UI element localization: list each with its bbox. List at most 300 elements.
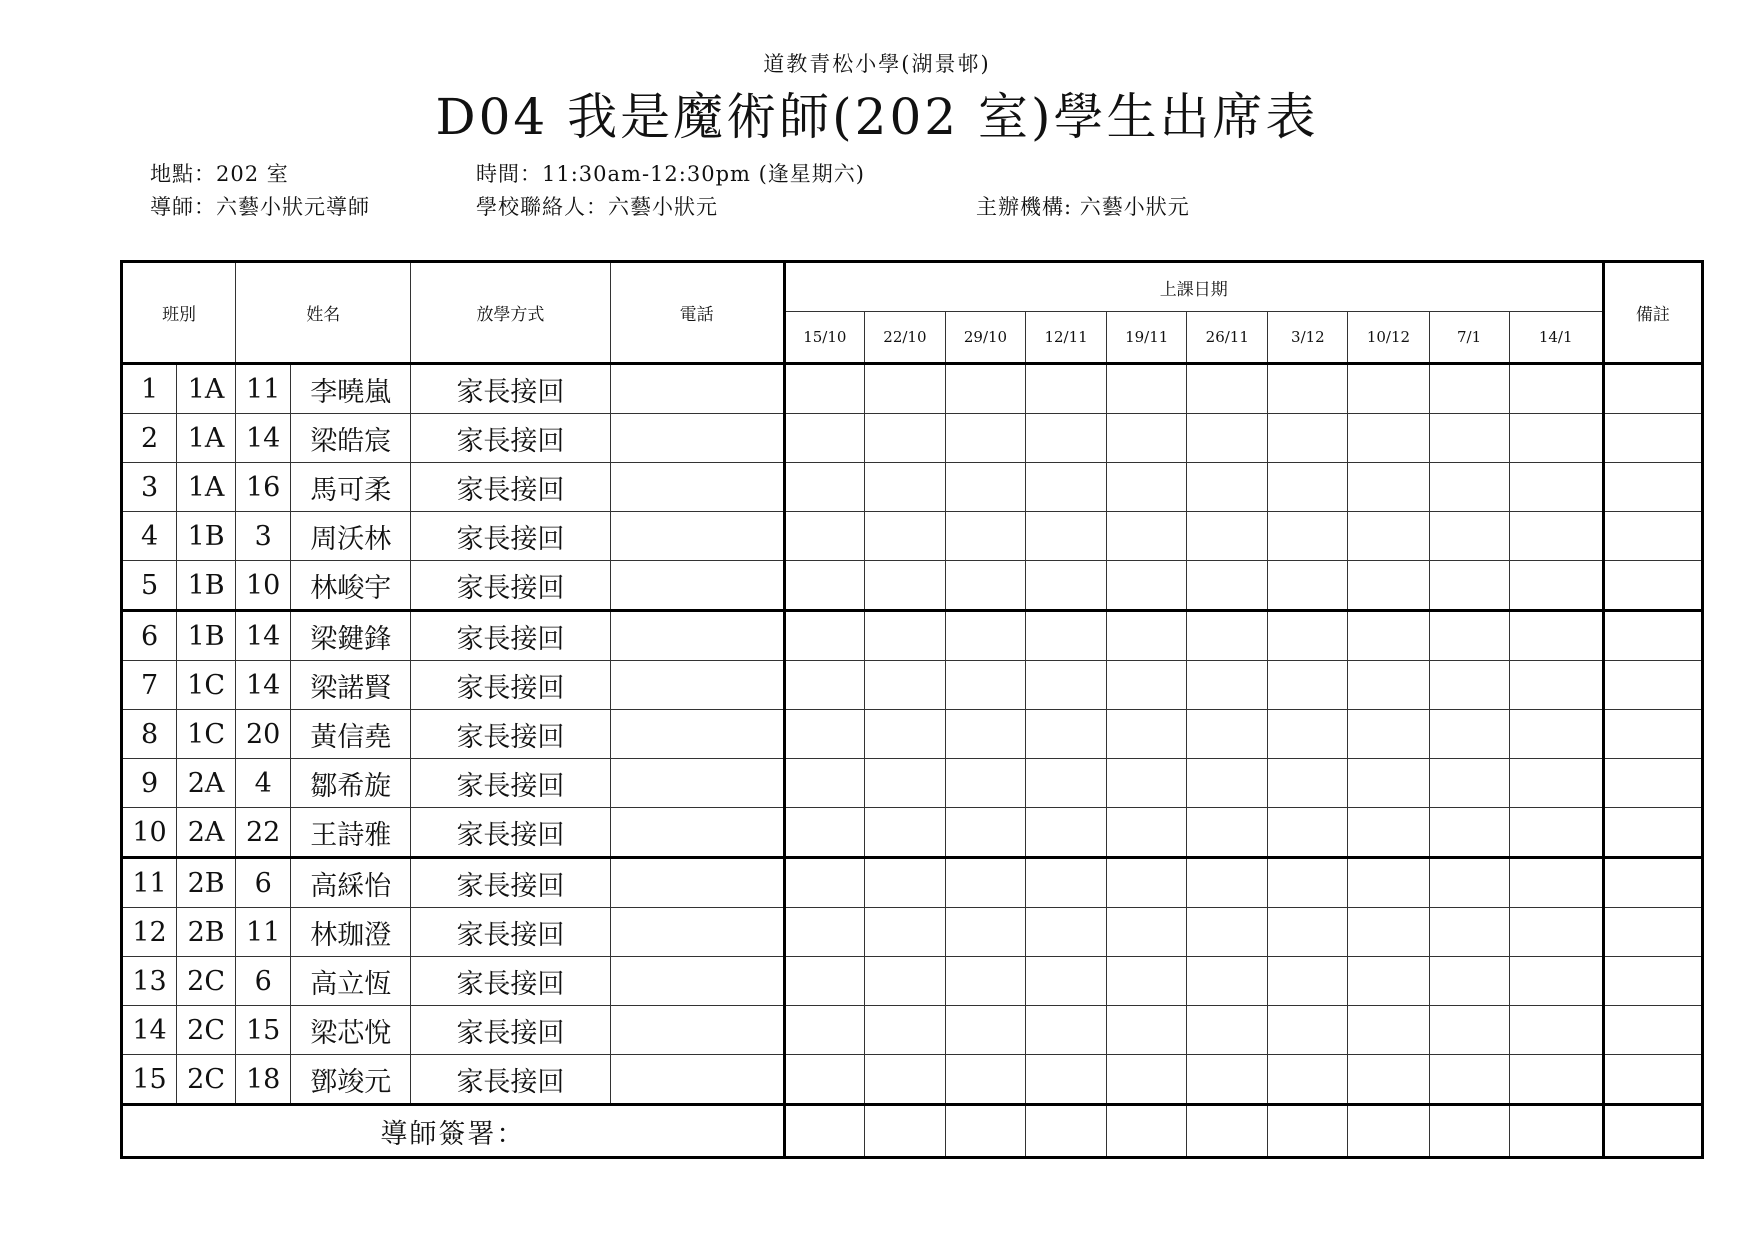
attendance-cell[interactable] bbox=[784, 414, 864, 463]
table-row bbox=[122, 1055, 1703, 1105]
remarks-cell[interactable] bbox=[1603, 858, 1702, 908]
student-name: 高綵怡 bbox=[291, 858, 411, 908]
attendance-cell[interactable] bbox=[1348, 908, 1429, 957]
attendance-cell[interactable] bbox=[945, 808, 1025, 858]
attendance-cell[interactable] bbox=[1026, 957, 1107, 1006]
attendance-cell[interactable] bbox=[1187, 808, 1268, 858]
attendance-cell[interactable] bbox=[1107, 414, 1187, 463]
attendance-cell[interactable] bbox=[1348, 414, 1429, 463]
attendance-cell[interactable] bbox=[784, 808, 864, 858]
attendance-cell[interactable] bbox=[1268, 512, 1348, 561]
row-number: 11 bbox=[122, 858, 177, 908]
signature-cell[interactable] bbox=[1107, 1105, 1187, 1158]
class-cell: 1B bbox=[177, 512, 236, 561]
attendance-cell[interactable] bbox=[1509, 957, 1603, 1006]
attendance-cell[interactable] bbox=[945, 759, 1025, 808]
attendance-cell[interactable] bbox=[1026, 414, 1107, 463]
attendance-cell[interactable] bbox=[1348, 561, 1429, 611]
attendance-cell[interactable] bbox=[1348, 759, 1429, 808]
class-number: 6 bbox=[236, 957, 291, 1006]
attendance-cell[interactable] bbox=[864, 908, 945, 957]
attendance-cell[interactable] bbox=[945, 364, 1025, 414]
attendance-cell[interactable] bbox=[1509, 808, 1603, 858]
phone-cell[interactable] bbox=[610, 858, 784, 908]
attendance-cell[interactable] bbox=[945, 611, 1025, 661]
dismissal-method: 家長接回 bbox=[411, 512, 610, 561]
phone-cell[interactable] bbox=[610, 957, 784, 1006]
remarks-cell[interactable] bbox=[1603, 808, 1702, 858]
class-number: 14 bbox=[236, 611, 291, 661]
attendance-cell[interactable] bbox=[784, 1006, 864, 1055]
attendance-cell[interactable] bbox=[1429, 908, 1509, 957]
attendance-cell[interactable] bbox=[784, 661, 864, 710]
time-info: 時間：11:30am-12:30pm (逢星期六) bbox=[476, 162, 865, 186]
attendance-cell[interactable] bbox=[1348, 1055, 1429, 1105]
header-row bbox=[122, 262, 1703, 312]
signature-cell[interactable] bbox=[1026, 1105, 1107, 1158]
attendance-cell[interactable] bbox=[1107, 1006, 1187, 1055]
attendance-cell[interactable] bbox=[1187, 858, 1268, 908]
phone-cell[interactable] bbox=[610, 1006, 784, 1055]
attendance-cell[interactable] bbox=[1348, 512, 1429, 561]
attendance-cell[interactable] bbox=[1107, 908, 1187, 957]
row-number: 15 bbox=[122, 1055, 177, 1105]
row-number: 5 bbox=[122, 561, 177, 611]
class-cell: 1C bbox=[177, 710, 236, 759]
attendance-cell[interactable] bbox=[1107, 512, 1187, 561]
attendance-cell[interactable] bbox=[864, 808, 945, 858]
attendance-cell[interactable] bbox=[864, 1055, 945, 1105]
attendance-cell[interactable] bbox=[1429, 561, 1509, 611]
student-name: 梁皓宸 bbox=[291, 414, 411, 463]
attendance-cell[interactable] bbox=[784, 908, 864, 957]
attendance-cell[interactable] bbox=[864, 1006, 945, 1055]
row-number: 4 bbox=[122, 512, 177, 561]
phone-cell[interactable] bbox=[610, 414, 784, 463]
attendance-cell[interactable] bbox=[1268, 759, 1348, 808]
attendance-cell[interactable] bbox=[1348, 808, 1429, 858]
remarks-cell[interactable] bbox=[1603, 1055, 1702, 1105]
dismissal-method: 家長接回 bbox=[411, 759, 610, 808]
attendance-cell[interactable] bbox=[1429, 957, 1509, 1006]
attendance-cell[interactable] bbox=[1429, 611, 1509, 661]
attendance-cell[interactable] bbox=[1026, 661, 1107, 710]
attendance-cell[interactable] bbox=[1268, 908, 1348, 957]
remarks-cell[interactable] bbox=[1603, 463, 1702, 512]
attendance-cell[interactable] bbox=[1026, 1006, 1107, 1055]
remarks-cell[interactable] bbox=[1603, 1006, 1702, 1055]
attendance-cell[interactable] bbox=[1509, 908, 1603, 957]
class-number: 3 bbox=[236, 512, 291, 561]
signature-cell[interactable] bbox=[1348, 1105, 1429, 1158]
attendance-cell[interactable] bbox=[1348, 858, 1429, 908]
signature-cell[interactable] bbox=[1509, 1105, 1603, 1158]
header-dates-label: 上課日期 bbox=[784, 262, 1603, 312]
class-cell: 2A bbox=[177, 808, 236, 858]
attendance-cell[interactable] bbox=[1268, 661, 1348, 710]
phone-cell[interactable] bbox=[610, 710, 784, 759]
attendance-cell[interactable] bbox=[1348, 463, 1429, 512]
school-name: 道教青松小學(湖景邨) bbox=[763, 52, 991, 76]
attendance-cell[interactable] bbox=[945, 908, 1025, 957]
attendance-cell[interactable] bbox=[1429, 414, 1509, 463]
attendance-cell[interactable] bbox=[1348, 611, 1429, 661]
table-row bbox=[122, 808, 1703, 858]
header-name: 姓名 bbox=[236, 262, 411, 364]
attendance-cell[interactable] bbox=[945, 858, 1025, 908]
class-cell: 1C bbox=[177, 661, 236, 710]
remarks-cell[interactable] bbox=[1603, 561, 1702, 611]
class-cell: 2C bbox=[177, 1055, 236, 1105]
row-number: 3 bbox=[122, 463, 177, 512]
date-header: 3/12 bbox=[1268, 312, 1348, 364]
dismissal-method: 家長接回 bbox=[411, 808, 610, 858]
attendance-cell[interactable] bbox=[1429, 858, 1509, 908]
class-cell: 2B bbox=[177, 908, 236, 957]
attendance-cell[interactable] bbox=[945, 1055, 1025, 1105]
table-row bbox=[122, 858, 1703, 908]
date-header: 22/10 bbox=[864, 312, 945, 364]
attendance-cell[interactable] bbox=[1107, 957, 1187, 1006]
attendance-cell[interactable] bbox=[945, 561, 1025, 611]
table-row bbox=[122, 512, 1703, 561]
student-name: 林峻宇 bbox=[291, 561, 411, 611]
class-number: 18 bbox=[236, 1055, 291, 1105]
signature-remarks-cell[interactable] bbox=[1603, 1105, 1702, 1158]
row-number: 12 bbox=[122, 908, 177, 957]
dismissal-method: 家長接回 bbox=[411, 414, 610, 463]
class-number: 11 bbox=[236, 364, 291, 414]
attendance-cell[interactable] bbox=[864, 611, 945, 661]
class-cell: 2C bbox=[177, 957, 236, 1006]
attendance-cell[interactable] bbox=[1509, 1006, 1603, 1055]
remarks-cell[interactable] bbox=[1603, 710, 1702, 759]
attendance-cell[interactable] bbox=[864, 463, 945, 512]
class-cell: 1A bbox=[177, 463, 236, 512]
phone-cell[interactable] bbox=[610, 661, 784, 710]
attendance-cell[interactable] bbox=[945, 957, 1025, 1006]
date-header: 26/11 bbox=[1187, 312, 1268, 364]
dismissal-method: 家長接回 bbox=[411, 957, 610, 1006]
attendance-cell[interactable] bbox=[1107, 561, 1187, 611]
attendance-cell[interactable] bbox=[1509, 414, 1603, 463]
attendance-cell[interactable] bbox=[864, 957, 945, 1006]
attendance-cell[interactable] bbox=[945, 661, 1025, 710]
attendance-cell[interactable] bbox=[1509, 611, 1603, 661]
attendance-cell[interactable] bbox=[784, 364, 864, 414]
class-cell: 1B bbox=[177, 561, 236, 611]
attendance-cell[interactable] bbox=[1268, 957, 1348, 1006]
table-row bbox=[122, 908, 1703, 957]
attendance-cell[interactable] bbox=[784, 858, 864, 908]
attendance-cell[interactable] bbox=[1107, 463, 1187, 512]
attendance-cell[interactable] bbox=[784, 759, 864, 808]
date-header: 7/1 bbox=[1429, 312, 1509, 364]
attendance-cell[interactable] bbox=[1429, 808, 1509, 858]
attendance-cell[interactable] bbox=[1187, 1055, 1268, 1105]
attendance-cell[interactable] bbox=[784, 512, 864, 561]
attendance-cell[interactable] bbox=[1348, 1006, 1429, 1055]
header-remarks: 備註 bbox=[1603, 262, 1702, 364]
attendance-cell[interactable] bbox=[1187, 908, 1268, 957]
attendance-cell[interactable] bbox=[1026, 561, 1107, 611]
row-number: 1 bbox=[122, 364, 177, 414]
table-row bbox=[122, 759, 1703, 808]
table-row bbox=[122, 710, 1703, 759]
row-number: 9 bbox=[122, 759, 177, 808]
class-cell: 2C bbox=[177, 1006, 236, 1055]
attendance-cell[interactable] bbox=[1509, 661, 1603, 710]
dismissal-method: 家長接回 bbox=[411, 1006, 610, 1055]
attendance-cell[interactable] bbox=[1429, 710, 1509, 759]
attendance-cell[interactable] bbox=[1187, 661, 1268, 710]
attendance-cell[interactable] bbox=[1026, 611, 1107, 661]
remarks-cell[interactable] bbox=[1603, 957, 1702, 1006]
attendance-cell[interactable] bbox=[1107, 661, 1187, 710]
class-number: 14 bbox=[236, 661, 291, 710]
attendance-cell[interactable] bbox=[1187, 1006, 1268, 1055]
header-phone: 電話 bbox=[610, 262, 784, 364]
row-number: 8 bbox=[122, 710, 177, 759]
class-cell: 1B bbox=[177, 611, 236, 661]
attendance-cell[interactable] bbox=[1348, 957, 1429, 1006]
attendance-cell[interactable] bbox=[1429, 512, 1509, 561]
signature-cell[interactable] bbox=[1429, 1105, 1509, 1158]
phone-cell[interactable] bbox=[610, 1055, 784, 1105]
attendance-cell[interactable] bbox=[1107, 808, 1187, 858]
date-header: 19/11 bbox=[1107, 312, 1187, 364]
attendance-cell[interactable] bbox=[1509, 759, 1603, 808]
attendance-cell[interactable] bbox=[1107, 759, 1187, 808]
date-header: 14/1 bbox=[1509, 312, 1603, 364]
student-name: 馬可柔 bbox=[291, 463, 411, 512]
class-number: 15 bbox=[236, 1006, 291, 1055]
class-number: 11 bbox=[236, 908, 291, 957]
class-number: 10 bbox=[236, 561, 291, 611]
table-row bbox=[122, 364, 1703, 414]
attendance-cell[interactable] bbox=[1026, 759, 1107, 808]
attendance-cell[interactable] bbox=[1268, 710, 1348, 759]
student-name: 鄒希旋 bbox=[291, 759, 411, 808]
attendance-cell[interactable] bbox=[1429, 661, 1509, 710]
dismissal-method: 家長接回 bbox=[411, 1055, 610, 1105]
signature-row bbox=[122, 1105, 1703, 1158]
attendance-cell[interactable] bbox=[1268, 561, 1348, 611]
row-number: 14 bbox=[122, 1006, 177, 1055]
attendance-cell[interactable] bbox=[784, 463, 864, 512]
row-number: 2 bbox=[122, 414, 177, 463]
phone-cell[interactable] bbox=[610, 808, 784, 858]
attendance-cell[interactable] bbox=[864, 512, 945, 561]
attendance-cell[interactable] bbox=[1187, 957, 1268, 1006]
remarks-cell[interactable] bbox=[1603, 908, 1702, 957]
class-cell: 1A bbox=[177, 414, 236, 463]
attendance-cell[interactable] bbox=[1509, 463, 1603, 512]
phone-cell[interactable] bbox=[610, 561, 784, 611]
attendance-cell[interactable] bbox=[1026, 463, 1107, 512]
attendance-cell[interactable] bbox=[1026, 808, 1107, 858]
attendance-cell[interactable] bbox=[1026, 1055, 1107, 1105]
attendance-cell[interactable] bbox=[784, 561, 864, 611]
attendance-cell[interactable] bbox=[1268, 364, 1348, 414]
remarks-cell[interactable] bbox=[1603, 364, 1702, 414]
attendance-cell[interactable] bbox=[784, 710, 864, 759]
attendance-cell[interactable] bbox=[1509, 512, 1603, 561]
attendance-cell[interactable] bbox=[1509, 858, 1603, 908]
table-row bbox=[122, 561, 1703, 611]
attendance-cell[interactable] bbox=[1509, 561, 1603, 611]
dismissal-method: 家長接回 bbox=[411, 611, 610, 661]
remarks-cell[interactable] bbox=[1603, 414, 1702, 463]
attendance-cell[interactable] bbox=[1187, 512, 1268, 561]
attendance-cell[interactable] bbox=[864, 561, 945, 611]
remarks-cell[interactable] bbox=[1603, 611, 1702, 661]
signature-cell[interactable] bbox=[1268, 1105, 1348, 1158]
remarks-cell[interactable] bbox=[1603, 512, 1702, 561]
attendance-cell[interactable] bbox=[1107, 364, 1187, 414]
attendance-cell[interactable] bbox=[1268, 808, 1348, 858]
dismissal-method: 家長接回 bbox=[411, 561, 610, 611]
student-name: 王詩雅 bbox=[291, 808, 411, 858]
table-row bbox=[122, 463, 1703, 512]
student-name: 李曉嵐 bbox=[291, 364, 411, 414]
attendance-cell[interactable] bbox=[1026, 710, 1107, 759]
attendance-cell[interactable] bbox=[1429, 364, 1509, 414]
attendance-cell[interactable] bbox=[1268, 1055, 1348, 1105]
table-row bbox=[122, 1006, 1703, 1055]
attendance-cell[interactable] bbox=[1107, 710, 1187, 759]
student-name: 林珈澄 bbox=[291, 908, 411, 957]
attendance-cell[interactable] bbox=[864, 710, 945, 759]
attendance-cell[interactable] bbox=[1026, 364, 1107, 414]
tutor-info: 導師：六藝小狀元導師 bbox=[150, 195, 370, 219]
class-number: 22 bbox=[236, 808, 291, 858]
attendance-cell[interactable] bbox=[1107, 611, 1187, 661]
student-name: 梁諾賢 bbox=[291, 661, 411, 710]
attendance-cell[interactable] bbox=[1026, 512, 1107, 561]
attendance-cell[interactable] bbox=[1107, 858, 1187, 908]
attendance-cell[interactable] bbox=[1268, 1006, 1348, 1055]
signature-cell[interactable] bbox=[945, 1105, 1025, 1158]
attendance-cell[interactable] bbox=[1268, 611, 1348, 661]
attendance-cell[interactable] bbox=[864, 364, 945, 414]
attendance-cell[interactable] bbox=[1348, 710, 1429, 759]
attendance-cell[interactable] bbox=[1187, 561, 1268, 611]
table-row bbox=[122, 611, 1703, 661]
attendance-cell[interactable] bbox=[945, 710, 1025, 759]
attendance-table bbox=[120, 260, 1704, 1159]
class-number: 14 bbox=[236, 414, 291, 463]
remarks-cell[interactable] bbox=[1603, 759, 1702, 808]
attendance-cell[interactable] bbox=[864, 661, 945, 710]
attendance-cell[interactable] bbox=[784, 1055, 864, 1105]
attendance-cell[interactable] bbox=[1509, 710, 1603, 759]
attendance-cell[interactable] bbox=[1268, 414, 1348, 463]
dismissal-method: 家長接回 bbox=[411, 661, 610, 710]
attendance-cell[interactable] bbox=[1268, 858, 1348, 908]
class-number: 6 bbox=[236, 858, 291, 908]
table-row bbox=[122, 414, 1703, 463]
attendance-cell[interactable] bbox=[784, 611, 864, 661]
attendance-cell[interactable] bbox=[1268, 463, 1348, 512]
attendance-cell[interactable] bbox=[864, 759, 945, 808]
student-name: 鄧竣元 bbox=[291, 1055, 411, 1105]
dismissal-method: 家長接回 bbox=[411, 710, 610, 759]
location-info: 地點：202 室 bbox=[150, 162, 289, 186]
signature-cell[interactable] bbox=[864, 1105, 945, 1158]
attendance-cell[interactable] bbox=[1107, 1055, 1187, 1105]
attendance-cell[interactable] bbox=[1509, 1055, 1603, 1105]
dismissal-method: 家長接回 bbox=[411, 858, 610, 908]
signature-cell[interactable] bbox=[784, 1105, 864, 1158]
attendance-cell[interactable] bbox=[1348, 364, 1429, 414]
attendance-cell[interactable] bbox=[1429, 1055, 1509, 1105]
attendance-cell[interactable] bbox=[1026, 908, 1107, 957]
date-header: 10/12 bbox=[1348, 312, 1429, 364]
attendance-cell[interactable] bbox=[1026, 858, 1107, 908]
phone-cell[interactable] bbox=[610, 463, 784, 512]
class-number: 4 bbox=[236, 759, 291, 808]
dismissal-method: 家長接回 bbox=[411, 364, 610, 414]
dismissal-method: 家長接回 bbox=[411, 463, 610, 512]
row-number: 7 bbox=[122, 661, 177, 710]
attendance-cell[interactable] bbox=[1429, 463, 1509, 512]
attendance-cell[interactable] bbox=[945, 463, 1025, 512]
attendance-cell[interactable] bbox=[1187, 759, 1268, 808]
attendance-cell[interactable] bbox=[1509, 364, 1603, 414]
signature-cell[interactable] bbox=[1187, 1105, 1268, 1158]
attendance-cell[interactable] bbox=[1348, 661, 1429, 710]
student-name: 梁鍵鋒 bbox=[291, 611, 411, 661]
class-cell: 2A bbox=[177, 759, 236, 808]
page-title: D04 我是魔術師(202 室)學生出席表 bbox=[435, 88, 1319, 146]
attendance-cell[interactable] bbox=[945, 512, 1025, 561]
student-name: 周沃林 bbox=[291, 512, 411, 561]
attendance-cell[interactable] bbox=[864, 858, 945, 908]
header-class: 班別 bbox=[122, 262, 236, 364]
attendance-cell[interactable] bbox=[1187, 611, 1268, 661]
table-row bbox=[122, 661, 1703, 710]
attendance-cell[interactable] bbox=[1187, 364, 1268, 414]
date-header: 15/10 bbox=[784, 312, 864, 364]
attendance-cell[interactable] bbox=[945, 414, 1025, 463]
phone-cell[interactable] bbox=[610, 364, 784, 414]
attendance-cell[interactable] bbox=[1429, 759, 1509, 808]
attendance-cell[interactable] bbox=[1187, 710, 1268, 759]
dismissal-method: 家長接回 bbox=[411, 908, 610, 957]
attendance-cell[interactable] bbox=[784, 957, 864, 1006]
attendance-cell[interactable] bbox=[864, 414, 945, 463]
attendance-cell[interactable] bbox=[1187, 463, 1268, 512]
phone-cell[interactable] bbox=[610, 908, 784, 957]
class-cell: 1A bbox=[177, 364, 236, 414]
phone-cell[interactable] bbox=[610, 759, 784, 808]
school-contact-info: 學校聯絡人：六藝小狀元 bbox=[476, 195, 718, 219]
attendance-cell[interactable] bbox=[1187, 414, 1268, 463]
remarks-cell[interactable] bbox=[1603, 661, 1702, 710]
header-dismissal: 放學方式 bbox=[411, 262, 610, 364]
class-cell: 2B bbox=[177, 858, 236, 908]
organizer-info: 主辦機構: 六藝小狀元 bbox=[976, 195, 1190, 219]
phone-cell[interactable] bbox=[610, 512, 784, 561]
student-name: 高立恆 bbox=[291, 957, 411, 1006]
class-number: 16 bbox=[236, 463, 291, 512]
phone-cell[interactable] bbox=[610, 611, 784, 661]
attendance-cell[interactable] bbox=[1429, 1006, 1509, 1055]
attendance-cell[interactable] bbox=[945, 1006, 1025, 1055]
date-header: 12/11 bbox=[1026, 312, 1107, 364]
table-row bbox=[122, 957, 1703, 1006]
